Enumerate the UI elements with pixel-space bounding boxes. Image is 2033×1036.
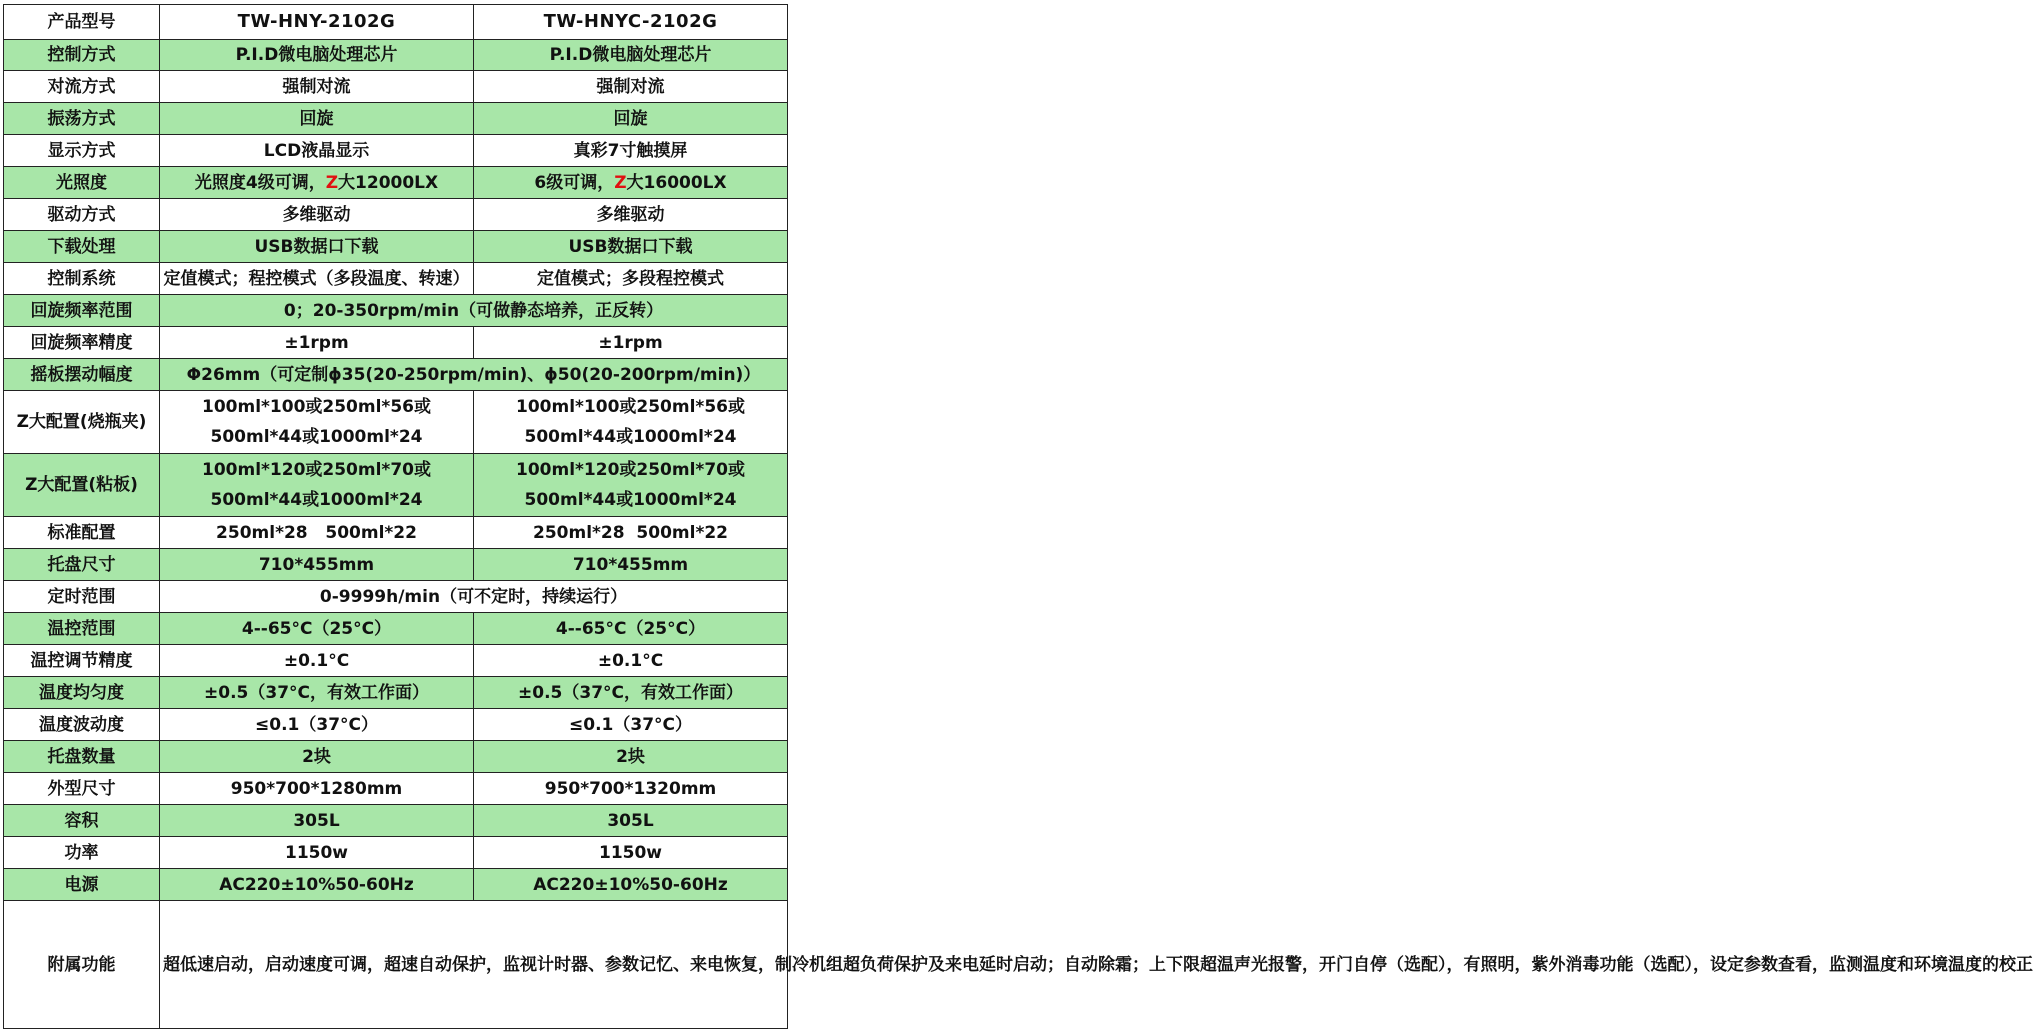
- row-control: [4, 40, 788, 71]
- tray-size-b: 710*455mm: [474, 549, 788, 581]
- label-download: 下载处理: [4, 231, 160, 263]
- drive-b: 多维驱动: [474, 199, 788, 231]
- illumination-a: [160, 167, 474, 199]
- config-plate-a-line1: 100ml*120或250ml*70或: [202, 460, 431, 480]
- speed-accuracy-a: ±1rpm: [160, 327, 474, 359]
- download-a: USB数据口下载: [160, 231, 474, 263]
- convection-b: 强制对流: [474, 71, 788, 103]
- label-config-plate: Z大配置(粘板): [4, 454, 160, 517]
- config-plate-a: [160, 454, 474, 517]
- label-tray-size: 托盘尺寸: [4, 549, 160, 581]
- row-standard: [4, 517, 788, 549]
- tray-count-b: 2块: [474, 741, 788, 773]
- label-speed-accuracy: 回旋频率精度: [4, 327, 160, 359]
- row-control-system: [4, 263, 788, 295]
- config-plate-a-line2: 500ml*44或1000ml*24: [210, 490, 423, 510]
- row-convection: [4, 71, 788, 103]
- tray-size-a: 710*455mm: [160, 549, 474, 581]
- volume-a: 305L: [160, 805, 474, 837]
- label-display: 显示方式: [4, 135, 160, 167]
- convection-a: 强制对流: [160, 71, 474, 103]
- temp-precision-a: ±0.1°C: [160, 645, 474, 677]
- label-drive: 驱动方式: [4, 199, 160, 231]
- power-b: 1150w: [474, 837, 788, 869]
- row-display: [4, 135, 788, 167]
- config-flask-b: [474, 391, 788, 454]
- illumination-b-suffix: 大16000LX: [626, 172, 727, 193]
- oscillation-b: 回旋: [474, 103, 788, 135]
- label-convection: 对流方式: [4, 71, 160, 103]
- row-features: [4, 901, 788, 1029]
- row-temp-range: [4, 613, 788, 645]
- config-flask-a-line2: 500ml*44或1000ml*24: [210, 427, 423, 447]
- row-config-plate: [4, 454, 788, 517]
- power-a: 1150w: [160, 837, 474, 869]
- config-flask-a-line1: 100ml*100或250ml*56或: [202, 397, 431, 417]
- illumination-a-suffix: 大12000LX: [338, 172, 439, 193]
- uniformity-b: ±0.5（37°C，有效工作面）: [474, 677, 788, 709]
- label-power: 功率: [4, 837, 160, 869]
- drive-a: 多维驱动: [160, 199, 474, 231]
- control-a: P.I.D微电脑处理芯片: [160, 40, 474, 71]
- supply-a: AC220±10%50-60Hz: [160, 869, 474, 901]
- label-fluctuation: 温度波动度: [4, 709, 160, 741]
- volume-b: 305L: [474, 805, 788, 837]
- label-uniformity: 温度均匀度: [4, 677, 160, 709]
- config-flask-b-line2: 500ml*44或1000ml*24: [524, 427, 737, 447]
- supply-b: AC220±10%50-60Hz: [474, 869, 788, 901]
- amplitude-value: Φ26mm（可定制ϕ35(20-250rpm/min)、ϕ50(20-200rpm/min)）: [160, 359, 788, 391]
- row-temp-precision: [4, 645, 788, 677]
- label-control: 控制方式: [4, 40, 160, 71]
- row-uniformity: [4, 677, 788, 709]
- row-oscillation: [4, 103, 788, 135]
- label-speed-range: 回旋频率范围: [4, 295, 160, 327]
- illumination-a-z: Z: [325, 172, 339, 193]
- label-model: 产品型号: [4, 5, 160, 40]
- illumination-a-prefix: 光照度4级可调，: [194, 172, 326, 193]
- standard-a: 250ml*28 500ml*22: [160, 517, 474, 549]
- row-download: [4, 231, 788, 263]
- tray-count-a: 2块: [160, 741, 474, 773]
- label-temp-precision: 温控调节精度: [4, 645, 160, 677]
- row-timer: [4, 581, 788, 613]
- spec-table: [3, 4, 2033, 1029]
- config-flask-a: [160, 391, 474, 454]
- speed-range-value: 0；20-350rpm/min（可做静态培养，正反转）: [160, 295, 788, 327]
- display-b: 真彩7寸触摸屏: [474, 135, 788, 167]
- fluctuation-b: ≤0.1（37°C）: [474, 709, 788, 741]
- config-plate-b-line2: 500ml*44或1000ml*24: [524, 490, 737, 510]
- row-tray-size: [4, 549, 788, 581]
- label-timer: 定时范围: [4, 581, 160, 613]
- row-speed-accuracy: [4, 327, 788, 359]
- label-amplitude: 摇板摆动幅度: [4, 359, 160, 391]
- features-value: 超低速启动，启动速度可调，超速自动保护，监视计时器、参数记忆、来电恢复，制冷机组超负荷保护及来电延时启动；自动除霜；上下限超温声光报警，开门自停（选配），有照明，紫外消毒功能（选配），设定参数查看，监测温度和环境温度的校正: [160, 901, 788, 1029]
- row-amplitude: [4, 359, 788, 391]
- config-plate-b: [474, 454, 788, 517]
- row-fluctuation: [4, 709, 788, 741]
- row-drive: [4, 199, 788, 231]
- dimensions-b: 950*700*1320mm: [474, 773, 788, 805]
- label-standard: 标准配置: [4, 517, 160, 549]
- control-system-b: 定值模式；多段程控模式: [474, 263, 788, 295]
- temp-range-a: 4--65°C（25°C）: [160, 613, 474, 645]
- label-tray-count: 托盘数量: [4, 741, 160, 773]
- illumination-b: [474, 167, 788, 199]
- dimensions-a: 950*700*1280mm: [160, 773, 474, 805]
- row-config-flask: [4, 391, 788, 454]
- oscillation-a: 回旋: [160, 103, 474, 135]
- row-model: [4, 5, 788, 40]
- config-plate-b-line1: 100ml*120或250ml*70或: [516, 460, 745, 480]
- download-b: USB数据口下载: [474, 231, 788, 263]
- model-b: TW-HNYC-2102G: [474, 5, 788, 40]
- label-oscillation: 振荡方式: [4, 103, 160, 135]
- label-temp-range: 温控范围: [4, 613, 160, 645]
- fluctuation-a: ≤0.1（37°C）: [160, 709, 474, 741]
- row-dimensions: [4, 773, 788, 805]
- row-tray-count: [4, 741, 788, 773]
- control-b: P.I.D微电脑处理芯片: [474, 40, 788, 71]
- illumination-b-prefix: 6级可调，: [534, 172, 615, 193]
- label-dimensions: 外型尺寸: [4, 773, 160, 805]
- display-a: LCD液晶显示: [160, 135, 474, 167]
- label-config-flask: Z大配置(烧瓶夹): [4, 391, 160, 454]
- config-flask-b-line1: 100ml*100或250ml*56或: [516, 397, 745, 417]
- model-a: TW-HNY-2102G: [160, 5, 474, 40]
- temp-range-b: 4--65°C（25°C）: [474, 613, 788, 645]
- temp-precision-b: ±0.1°C: [474, 645, 788, 677]
- row-speed-range: [4, 295, 788, 327]
- timer-value: 0-9999h/min（可不定时，持续运行）: [160, 581, 788, 613]
- row-illumination: [4, 167, 788, 199]
- illumination-b-z: Z: [614, 172, 627, 193]
- speed-accuracy-b: ±1rpm: [474, 327, 788, 359]
- label-volume: 容积: [4, 805, 160, 837]
- control-system-a: 定值模式；程控模式（多段温度、转速）: [160, 263, 474, 295]
- label-supply: 电源: [4, 869, 160, 901]
- row-power: [4, 837, 788, 869]
- label-control-system: 控制系统: [4, 263, 160, 295]
- row-volume: [4, 805, 788, 837]
- uniformity-a: ±0.5（37°C，有效工作面）: [160, 677, 474, 709]
- standard-b: 250ml*28 500ml*22: [474, 517, 788, 549]
- label-features: 附属功能: [4, 901, 160, 1029]
- label-illumination: 光照度: [4, 167, 160, 199]
- row-supply: [4, 869, 788, 901]
